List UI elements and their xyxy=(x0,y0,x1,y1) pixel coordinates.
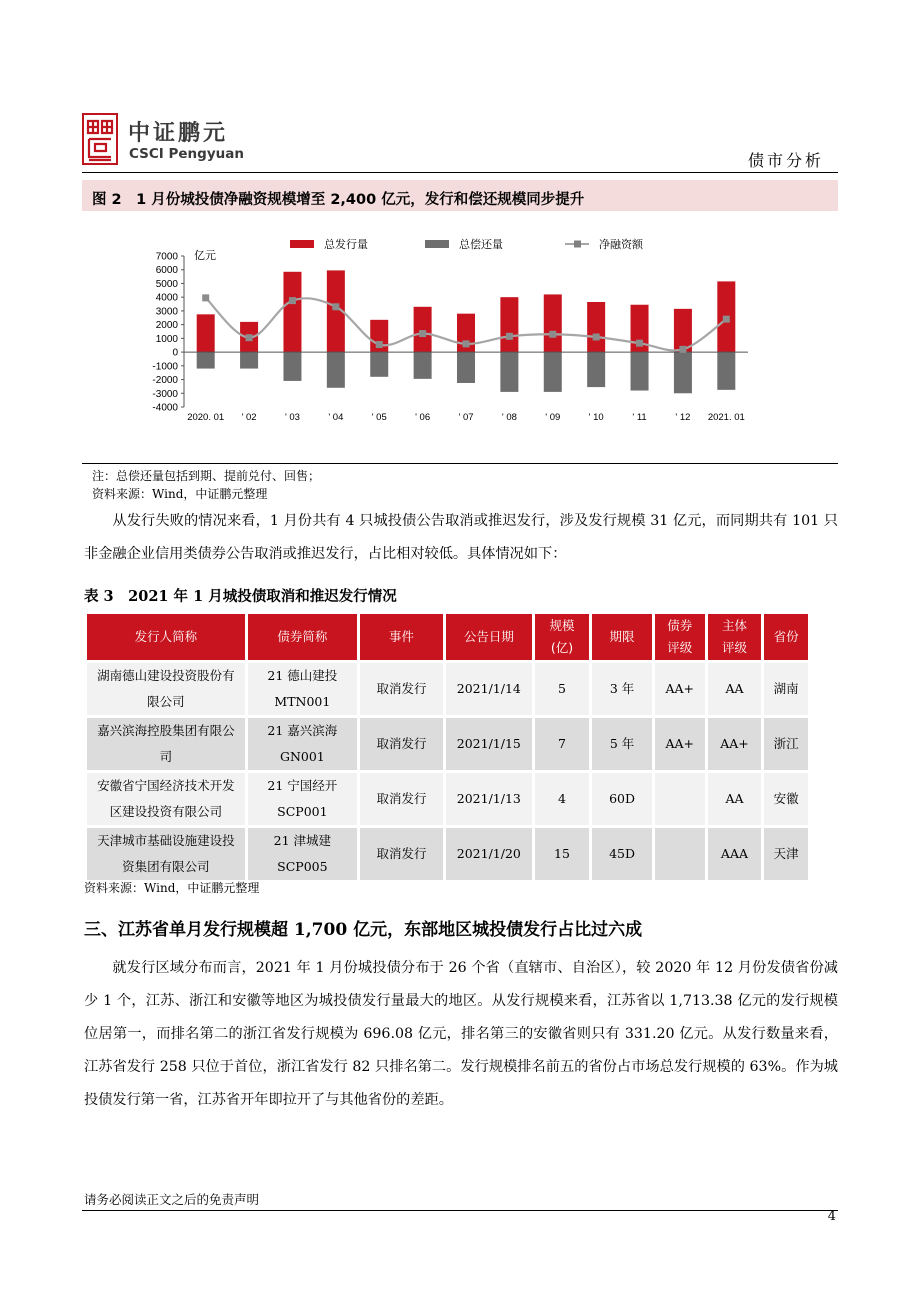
issuer-cell: 嘉兴滨海控股集团有限公司 xyxy=(87,718,245,770)
date-cell: 2021/1/14 xyxy=(446,663,532,715)
issuer-rating-cell: AAA xyxy=(708,828,762,880)
column-header: 发行人简称 xyxy=(87,614,245,660)
bond-name-cell: 21 津城建 SCP005 xyxy=(248,828,357,880)
bond-name-cell: 21 德山建投 MTN001 xyxy=(248,663,357,715)
y-tick-label: 4000 xyxy=(155,292,178,304)
cancelled-bonds-table xyxy=(84,611,811,883)
issuer-cell: 天津城市基础设施建设投资集团有限公司 xyxy=(87,828,245,880)
repayment-bar xyxy=(283,352,301,381)
column-header: 公告日期 xyxy=(446,614,532,660)
paragraph-regional-distribution: 就发行区域分布而言，2021 年 1 月份城投债分布于 26 个省（直辖市、自治区），较 2020 年 12 月份发债省份减少 1 个，江苏、浙江和安徽等地区为城投债发行量最大的地区。从发行规模来看，江苏省以 1,713.38 亿元的发行规模位居第一，而排名第二的浙江省发行规模为 696.08 亿元，排名第三的安徽省则只有 331.20 亿元。从发行数量来看，江苏省发行 258 只位于首位，浙江省发行 82 只排名第二。发行规模排名前五的省份占市场总发行规模的 63%。作为城投债发行第一省，江苏省开年即拉开了与其他省份的差距。 xyxy=(84,960,838,1108)
net-financing-point xyxy=(246,334,253,341)
repayment-bar xyxy=(327,352,345,388)
issuance-bar xyxy=(197,314,215,352)
net-financing-point xyxy=(679,346,686,353)
x-tick-label: 2021. 01 xyxy=(707,412,745,423)
event-cell: 取消发行 xyxy=(360,773,443,825)
legend-label: 总发行量 xyxy=(324,239,368,251)
bond-name-cell: 21 宁国经开 SCP001 xyxy=(248,773,357,825)
header-divider xyxy=(82,172,838,173)
repayment-bar xyxy=(717,352,735,390)
y-tick-label: 2000 xyxy=(155,320,178,332)
repayment-bar xyxy=(544,352,562,392)
y-tick-label: -4000 xyxy=(152,402,178,414)
size-cell: 4 xyxy=(535,773,590,825)
legend-square-marker xyxy=(574,241,581,248)
legend-swatch xyxy=(290,240,314,248)
x-tick-label: ' 06 xyxy=(415,412,431,423)
y-tick-label: -3000 xyxy=(152,388,178,400)
issuance-bar xyxy=(414,307,432,352)
disclaimer-text: 请务必阅读正文之后的免责声明 xyxy=(84,1192,260,1207)
date-cell: 2021/1/20 xyxy=(446,828,532,880)
legend-label: 总偿还量 xyxy=(459,239,503,251)
event-cell: 取消发行 xyxy=(360,828,443,880)
bond-rating-cell: AA+ xyxy=(655,718,705,770)
bond-rating-cell xyxy=(655,828,705,880)
logo-seal-icon xyxy=(84,115,116,163)
repayment-bar xyxy=(370,352,388,377)
y-tick-label: 1000 xyxy=(155,333,178,345)
province-cell: 浙江 xyxy=(764,718,808,770)
bond-financing-chart xyxy=(140,230,760,430)
bond-rating-cell: AA+ xyxy=(655,663,705,715)
issuance-bar xyxy=(544,294,562,352)
table-row xyxy=(87,828,808,880)
x-tick-label: 2020. 01 xyxy=(187,412,225,423)
table-header-row xyxy=(87,614,808,660)
column-header: 规模 (亿) xyxy=(535,614,590,660)
legend-swatch xyxy=(425,240,449,248)
logo-english-name: CSCI Pengyuan xyxy=(129,146,244,162)
bond-rating-cell xyxy=(655,773,705,825)
net-financing-point xyxy=(463,340,470,347)
column-header: 期限 xyxy=(592,614,652,660)
repayment-bar xyxy=(197,352,215,368)
repayment-bar xyxy=(457,352,475,383)
x-tick-label: ' 11 xyxy=(632,412,647,423)
bond-name-cell: 21 嘉兴滨海 GN001 xyxy=(248,718,357,770)
term-cell: 3 年 xyxy=(592,663,652,715)
province-cell: 天津 xyxy=(764,828,808,880)
x-tick-label: ' 05 xyxy=(371,412,387,423)
y-tick-label: 3000 xyxy=(155,306,178,318)
y-tick-label: 0 xyxy=(172,347,178,359)
y-tick-label: 5000 xyxy=(155,278,178,290)
table-row xyxy=(87,663,808,715)
net-financing-point xyxy=(202,294,209,301)
report-type-label: 债市分析 xyxy=(747,151,824,170)
issuer-rating-cell: AA xyxy=(708,663,762,715)
x-tick-label: ' 09 xyxy=(545,412,561,423)
x-tick-label: ' 04 xyxy=(328,412,344,423)
x-tick-label: ' 08 xyxy=(501,412,517,423)
table-row xyxy=(87,773,808,825)
figure-source: 资料来源：Wind，中证鹏元整理 xyxy=(92,487,268,501)
issuer-cell: 安徽省宁国经济技术开发区建设投资有限公司 xyxy=(87,773,245,825)
table-row xyxy=(87,718,808,770)
x-tick-label: ' 10 xyxy=(588,412,604,423)
net-financing-point xyxy=(636,340,643,347)
net-financing-point xyxy=(549,331,556,338)
net-financing-point xyxy=(289,297,296,304)
date-cell: 2021/1/15 xyxy=(446,718,532,770)
term-cell: 60D xyxy=(592,773,652,825)
y-axis-label: 亿元 xyxy=(194,250,216,262)
x-tick-label: ' 02 xyxy=(241,412,257,423)
term-cell: 45D xyxy=(592,828,652,880)
net-financing-point xyxy=(506,333,513,340)
net-financing-point xyxy=(376,341,383,348)
issuance-bar xyxy=(283,272,301,352)
event-cell: 取消发行 xyxy=(360,663,443,715)
repayment-bar xyxy=(674,352,692,393)
table-source: 资料来源：Wind，中证鹏元整理 xyxy=(84,881,260,895)
repayment-bar xyxy=(631,352,649,390)
page-number: 4 xyxy=(827,1209,836,1224)
x-tick-label: ' 07 xyxy=(458,412,474,423)
repayment-bar xyxy=(240,352,258,368)
footer-divider xyxy=(82,1210,838,1211)
x-tick-label: ' 03 xyxy=(284,412,300,423)
repayment-bar xyxy=(587,352,605,387)
date-cell: 2021/1/13 xyxy=(446,773,532,825)
logo-chinese-name: 中证鹏元 xyxy=(128,121,229,146)
column-header: 主体 评级 xyxy=(708,614,762,660)
term-cell: 5 年 xyxy=(592,718,652,770)
issuance-bar xyxy=(587,302,605,352)
issuer-rating-cell: AA xyxy=(708,773,762,825)
size-cell: 15 xyxy=(535,828,590,880)
column-header: 债券简称 xyxy=(248,614,357,660)
repayment-bar xyxy=(414,352,432,379)
province-cell: 安徽 xyxy=(764,773,808,825)
figure-title: 图 2 1 月份城投债净融资规模增至 2,400 亿元，发行和偿还规模同步提升 xyxy=(92,192,585,208)
legend-label: 净融资额 xyxy=(599,239,643,251)
net-financing-point xyxy=(723,316,730,323)
paragraph-issuance-failure: 从发行失败的情况来看，1 月份共有 4 只城投债公告取消或推迟发行，涉及发行规模 31 亿元，而同期共有 101 只非金融企业信用类债券公告取消或推迟发行，占比相对较低。具体情况如下： xyxy=(84,513,838,562)
logo-mark xyxy=(82,113,118,165)
issuance-bar xyxy=(500,297,518,352)
net-financing-point xyxy=(419,330,426,337)
event-cell: 取消发行 xyxy=(360,718,443,770)
net-financing-point xyxy=(332,303,339,310)
y-tick-label: 6000 xyxy=(155,265,178,277)
y-tick-label: 7000 xyxy=(155,251,178,263)
province-cell: 湖南 xyxy=(764,663,808,715)
figure-divider xyxy=(82,463,838,464)
column-header: 债券 评级 xyxy=(655,614,705,660)
repayment-bar xyxy=(500,352,518,392)
size-cell: 7 xyxy=(535,718,590,770)
column-header: 事件 xyxy=(360,614,443,660)
issuer-cell: 湖南德山建设投资股份有限公司 xyxy=(87,663,245,715)
figure-note: 注：总偿还量包括到期、提前兑付、回售； xyxy=(92,469,321,483)
size-cell: 5 xyxy=(535,663,590,715)
column-header: 省份 xyxy=(764,614,808,660)
y-tick-label: -1000 xyxy=(152,361,178,373)
x-tick-label: ' 12 xyxy=(675,412,691,423)
table-title: 表 3 2021 年 1 月城投债取消和推迟发行情况 xyxy=(84,588,397,605)
net-financing-point xyxy=(593,333,600,340)
issuer-rating-cell: AA+ xyxy=(708,718,762,770)
section-title: 三、江苏省单月发行规模超 1,700 亿元，东部地区城投债发行占比过六成 xyxy=(84,920,643,940)
y-tick-label: -2000 xyxy=(152,375,178,387)
